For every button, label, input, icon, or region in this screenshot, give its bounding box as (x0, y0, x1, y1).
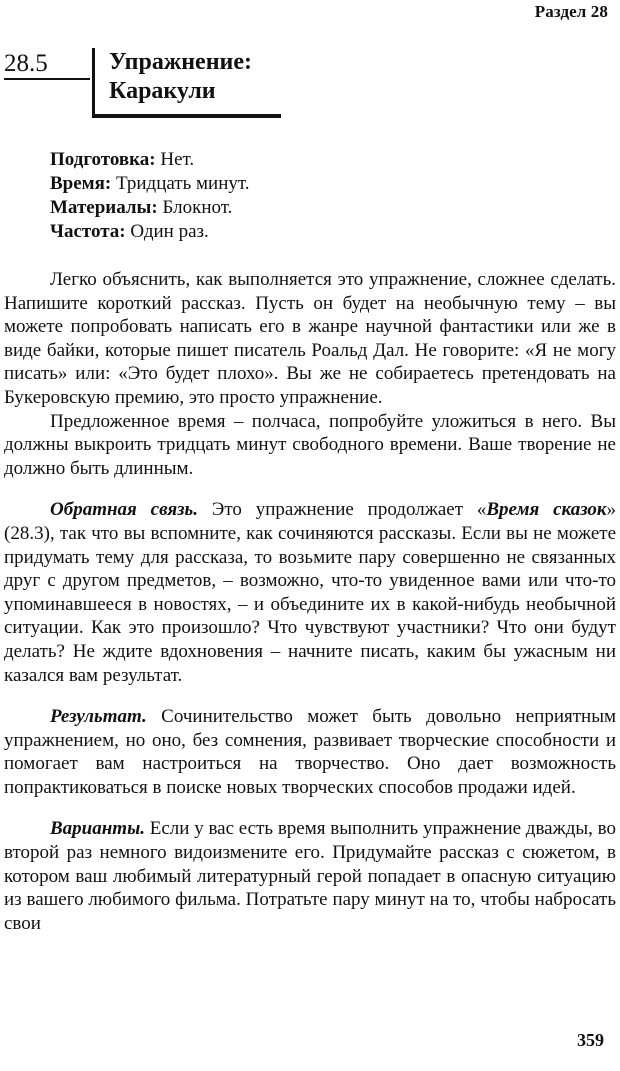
feedback-text-start: Это упражнение продолжает « (197, 499, 487, 521)
time-row (50, 172, 250, 196)
variants-lead: Варианты. (50, 818, 145, 840)
preparation-value: Нет. (155, 149, 195, 170)
feedback-lead: Обратная связь. (50, 499, 198, 521)
frequency-value: Один раз. (125, 221, 209, 242)
time-label: Время: (50, 173, 112, 194)
paragraph-intro: Легко объяснить, как выполняется это упражнение, сложнее сделать. Напишите короткий рассказ. Пусть он будет на необычную тему – вы можете попробовать написать его в жанре научной фантастики или же в виде байки, которые пишет писатель Роальд Дал. Не говорите: «Я не могу писать» или: «Это будет плохо». Вы же не собираетесь претендовать на Букеровскую премию, это просто упражнение. (4, 269, 616, 408)
materials-label: Материалы: (50, 197, 158, 218)
frequency-label: Частота: (50, 221, 126, 242)
section-title-line-2: Каракули (109, 78, 216, 104)
section-number: 28.5 (4, 50, 90, 80)
paragraph-result (4, 705, 616, 799)
paragraph-time: Предложенное время – полчаса, попробуйте уложиться в него. Вы должны выкроить тридцать минут свободного времени. Ваше творение не должно быть длинным. (4, 410, 616, 479)
time-value: Тридцать минут. (111, 173, 250, 194)
running-head: Раздел 28 (534, 2, 608, 21)
preparation-label: Подготовка: (50, 149, 156, 170)
materials-row (50, 196, 250, 220)
exercise-meta (50, 148, 250, 244)
section-title-block (92, 48, 281, 118)
result-lead: Результат. (50, 706, 147, 728)
paragraph-feedback (4, 498, 616, 687)
variants-text: Если у вас есть время выполнить упражнение дважды, во второй раз немного видоизмените его. Придумайте рассказ с сюжетом, в котором ваш любимый литературный герой попадает в опасную ситуацию из вашего любимого фильма. Потратьте пару минут на то, чтобы набросать свои (4, 818, 617, 934)
frequency-row (50, 220, 250, 244)
result-text: Сочинительство может быть довольно неприятным упражнением, но оно, без сомнения, развивает творческие способности и помогает вам настроиться на творчество. Оно дает возможность попрактиковаться в поиске новых творческих способов продажи идей. (4, 706, 616, 798)
materials-value: Блокнот. (157, 197, 233, 218)
body-text (4, 268, 616, 935)
preparation-row (50, 148, 250, 172)
section-title-line-1: Упражнение: (109, 49, 253, 75)
paragraph-variants (4, 817, 616, 935)
feedback-text-rest: » (28.3), так что вы вспомните, как сочиняются рассказы. Если вы не можете придумать тему для рассказа, то возьмите пару совершенно не связанных друг с другом предметов, – возможно, что-то увиденное вами или что-то упоминавшееся в новостях, – и объедините их в какой-нибудь необычной ситуации. Как это произошло? Что чувствуют участники? Что они будут делать? Не ждите вдохновения – начните писать, каким бы ужасным ни казался вам результат. (4, 499, 617, 686)
page-number: 359 (577, 1030, 604, 1050)
feedback-reference: Время сказок (486, 499, 607, 521)
